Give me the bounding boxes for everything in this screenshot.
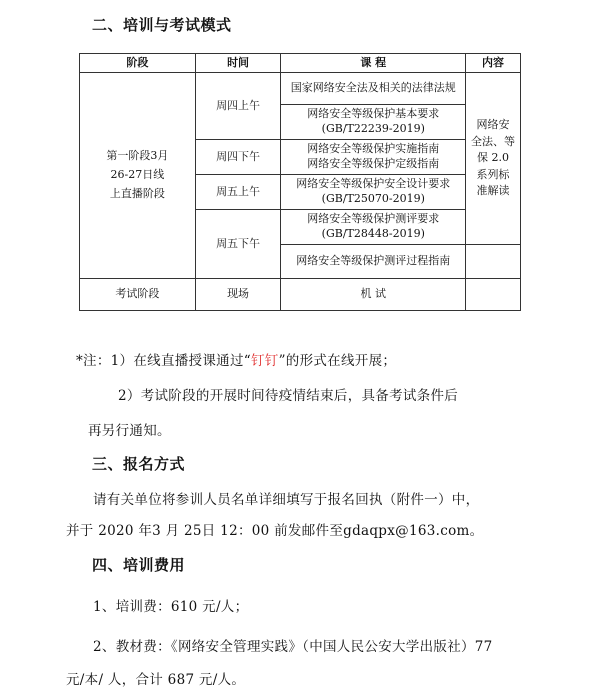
content-line: 系列标	[476, 167, 510, 181]
exam-stage-cell: 考试阶段	[80, 279, 196, 311]
slot-thu-am: 周四上午	[195, 73, 281, 140]
course-line: 网络安全等级保护实施指南	[307, 142, 440, 156]
table-row	[80, 279, 521, 311]
section-2-heading: 二、培训与考试模式	[92, 16, 232, 34]
header-course: 课 程	[281, 54, 466, 73]
course-cell	[281, 105, 466, 140]
note-2-line-2: 再另行通知。	[88, 423, 171, 439]
course-cell	[281, 210, 466, 245]
content-empty-cell	[466, 245, 521, 279]
slot-fri-pm: 周五下午	[195, 210, 281, 279]
course-line: (GB/T25070-2019)	[321, 192, 425, 205]
course-line: (GB/T28448-2019)	[321, 227, 425, 240]
note-1-highlight: 钉钉	[250, 353, 279, 369]
content-line: 网络安	[476, 118, 510, 132]
course-cell	[281, 175, 466, 210]
course-line: 网络安全等级保护测评要求	[307, 212, 440, 226]
note-1-suffix: ”的形式在线开展；	[278, 353, 397, 369]
content-line: 保 2.0	[477, 151, 510, 165]
exam-course-cell: 机 试	[281, 279, 466, 311]
slot-fri-am: 周五上午	[195, 175, 281, 210]
section-4-heading: 四、培训费用	[92, 556, 186, 574]
header-time: 时间	[195, 54, 281, 73]
exam-time-cell: 现场	[195, 279, 281, 311]
section-3-heading: 三、报名方式	[92, 455, 186, 473]
course-line: 网络安全等级保护定级指南	[307, 157, 440, 170]
course-cell	[281, 73, 466, 105]
stage-1-cell	[80, 73, 196, 279]
course-line: 网络安全等级保护基本要求	[307, 107, 440, 121]
training-schedule-table	[79, 53, 521, 311]
note-1	[76, 349, 396, 369]
fee-item-2-line-2: 元/本/ 人，合计 687 元/人。	[66, 672, 246, 688]
content-cell	[466, 73, 521, 245]
slot-thu-pm: 周四下午	[195, 140, 281, 175]
exam-content-empty-cell	[466, 279, 521, 311]
table-row	[80, 73, 521, 105]
course-cell	[281, 245, 466, 279]
content-line: 准解读	[476, 184, 510, 198]
course-line: 国家网络安全法及相关的法律法规	[290, 81, 456, 95]
course-line: (GB/T22239-2019)	[321, 122, 425, 135]
course-line: 网络安全等级保护安全设计要求	[296, 177, 451, 191]
fee-item-2-line-1: 2、教材费：《网络安全管理实践》（中国人民公安大学出版社）77	[93, 639, 493, 655]
course-line: 网络安全等级保护测评过程指南	[296, 254, 451, 268]
stage-1-line: 上直播阶段	[109, 186, 165, 200]
fee-item-1: 1、培训费：610 元/人；	[93, 599, 249, 615]
stage-1-line: 第一阶段3月	[106, 149, 169, 163]
header-content: 内容	[466, 54, 521, 73]
stage-1-line: 26-27日线	[110, 168, 165, 182]
course-cell	[281, 140, 466, 175]
table-header-row	[80, 54, 521, 73]
note-1-prefix: *注：1）在线直播授课通过“	[76, 353, 251, 369]
section-3-line-2: 并于 2020 年3 月 25日 12：00 前发邮件至gdaqpx@163.com。	[66, 523, 484, 539]
section-3-line-1: 请有关单位将参训人员名单详细填写于报名回执（附件一）中，	[93, 492, 480, 508]
note-2-line-1: 2）考试阶段的开展时间待疫情结束后，具备考试条件后	[118, 388, 459, 404]
header-stage: 阶段	[80, 54, 196, 73]
content-line: 全法、等	[471, 134, 516, 148]
